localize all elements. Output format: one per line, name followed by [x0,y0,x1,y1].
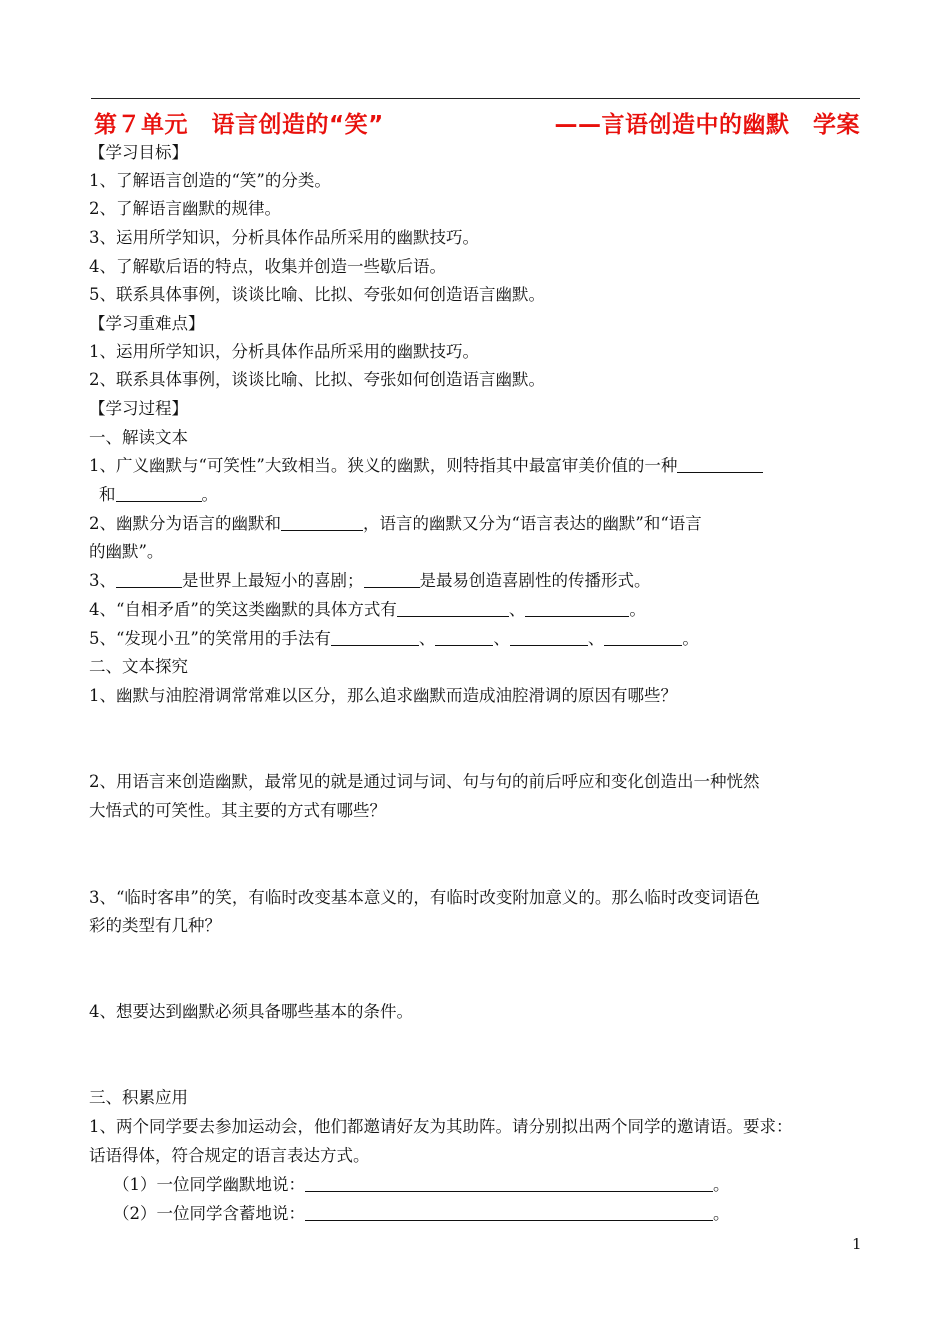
answer-blank[interactable] [397,600,509,617]
s2-question-3-b: 彩的类型有几种？ [89,916,221,935]
goal-item: 2、了解语言幽默的规律。 [89,199,281,218]
keypoint-item: 2、联系具体事例，谈谈比喻、比拟、夸张如何创造语言幽默。 [89,370,545,389]
answer-blank[interactable] [604,629,682,646]
s3-sub-end: 。 [713,1204,730,1223]
s1-q3-text-b: 是世界上最短小的喜剧； [182,571,364,590]
s2-question-3-a: 3、“临时客串”的笑，有临时改变基本意义的，有临时改变附加意义的。那么临时改变词语色 [89,888,760,907]
s1-question-2 [89,514,702,534]
answer-blank[interactable] [305,1175,713,1192]
goal-item: 3、运用所学知识，分析具体作品所采用的幽默技巧。 [89,228,479,247]
s1-q4-end: 。 [629,600,646,619]
answer-blank[interactable] [510,629,588,646]
goal-item: 5、联系具体事例，谈谈比喻、比拟、夸张如何创造语言幽默。 [89,285,545,304]
keypoints-heading: 【学习重难点】 [89,314,205,333]
s3-sub-2 [113,1204,730,1224]
s1-q4-text: 4、“自相矛盾”的笑这类幽默的具体方式有 [89,600,397,619]
s1-q2-text-c: 的幽默”。 [89,542,164,561]
header-rule [91,98,860,99]
keypoint-item: 1、运用所学知识，分析具体作品所采用的幽默技巧。 [89,342,479,361]
answer-blank[interactable] [116,485,202,502]
answer-blank[interactable] [116,571,182,588]
s2-question-4: 4、想要达到幽默必须具备哪些基本的条件。 [89,1002,413,1021]
s1-q2-text-a: 2、幽默分为语言的幽默和 [89,514,281,533]
separator: 、 [418,629,436,648]
s3-question-1-a: 1、两个同学要去参加运动会，他们都邀请好友为其助阵。请分别拟出两个同学的邀请语。要求： [89,1117,793,1136]
s3-sub-1 [113,1175,730,1195]
s2-question-1: 1、幽默与油腔滑调常常难以区分，那么追求幽默而造成油腔滑调的原因有哪些？ [89,686,677,705]
answer-blank[interactable] [305,1204,713,1221]
s3-sub-2-label: （2）一位同学含蓄地说： [113,1204,305,1223]
s1-question-4 [89,600,646,620]
answer-blank[interactable] [281,514,363,531]
s1-q3-text-a: 3、 [89,571,116,590]
s1-q1-and: 和 [99,485,116,504]
s3-sub-end: 。 [713,1175,730,1194]
s1-q5-end: 。 [682,629,699,648]
answer-blank[interactable] [525,600,629,617]
answer-blank[interactable] [435,629,493,646]
answer-blank[interactable] [364,571,420,588]
s1-question-1-cont [99,485,218,505]
title-right: ——言语创造中的幽默 学案 [554,112,860,138]
section3-title: 三、积累应用 [89,1088,188,1107]
s1-q3-text-c: 是最易创造喜剧性的传播形式。 [419,571,651,590]
separator: 、 [493,629,510,648]
page-title [94,106,860,138]
s1-q5-text: 5、“发现小丑”的笑常用的手法有 [89,629,331,648]
s1-question-5 [89,629,699,649]
answer-blank[interactable] [331,629,419,646]
separator: 、 [508,600,526,619]
s3-question-1-b: 话语得体，符合规定的语言表达方式。 [89,1146,370,1165]
answer-blank[interactable] [677,456,763,473]
s1-q1-text: 1、广义幽默与“可笑性”大致相当。狭义的幽默，则特指其中最富审美价值的一种 [89,456,678,475]
s2-question-2-b: 大悟式的可笑性。其主要的方式有哪些？ [89,801,386,820]
process-heading: 【学习过程】 [89,399,188,418]
s2-question-2-a: 2、用语言来创造幽默，最常见的就是通过词与词、句与句的前后呼应和变化创造出一种恍然 [89,772,760,791]
s1-question-1 [89,456,763,476]
s3-sub-1-label: （1）一位同学幽默地说： [113,1175,305,1194]
goal-item: 4、了解歇后语的特点，收集并创造一些歇后语。 [89,257,446,276]
s1-question-3 [89,571,651,591]
title-left: 第７单元 语言创造的“笑” [94,112,384,138]
s1-q1-end: 。 [201,485,218,504]
goal-item: 1、了解语言创造的“笑”的分类。 [89,171,331,190]
goals-heading: 【学习目标】 [89,143,188,162]
page-number: 1 [852,1235,862,1253]
section1-title: 一、解读文本 [89,428,188,447]
separator: 、 [587,629,605,648]
section2-title: 二、文本探究 [89,657,188,676]
s1-q2-text-b: ，语言的幽默又分为“语言表达的幽默”和“语言 [363,514,702,533]
